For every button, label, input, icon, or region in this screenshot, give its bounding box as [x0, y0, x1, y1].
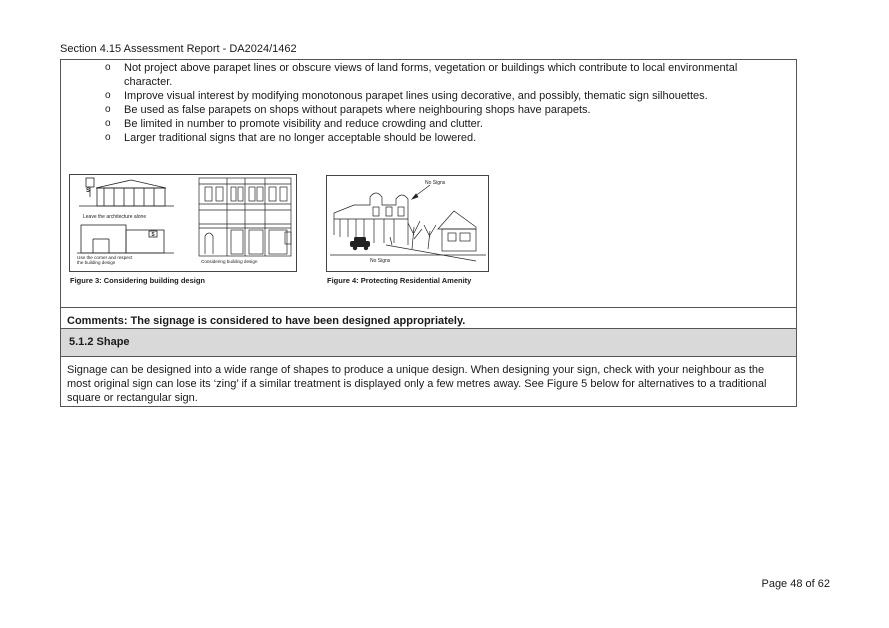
sign-symbol-icon: S [151, 232, 155, 238]
list-item [105, 131, 745, 145]
comments-row: Comments: The signage is considered to have been designed appropriately. [61, 308, 796, 329]
label-no-signs-bottom: No Signs [370, 258, 391, 264]
criteria-list [105, 61, 745, 145]
label-no-signs-top: No Signs [425, 180, 446, 186]
list-item-text: Larger traditional signs that are no longer acceptable should be lowered. [124, 132, 477, 144]
list-item-text: Improve visual interest by modifying monotonous parapet lines using decorative, and possibly, thematic sign silhouettes. [124, 90, 708, 102]
figure-4-illustration [326, 175, 489, 272]
page-number: Page 48 of 62 [761, 578, 830, 590]
label-corner-line-1: Use the corner and respect [77, 255, 133, 260]
report-header: Section 4.15 Assessment Report - DA2024/1462 [60, 43, 297, 55]
bullet-marker: o [105, 90, 111, 101]
list-item-text: Not project above parapet lines or obscure views of land forms, vegetation or buildings which contribute to local environmental character. [124, 62, 738, 88]
figure-3-illustration [69, 174, 297, 272]
sign-symbol-icon: S [85, 188, 91, 194]
bullet-marker: o [105, 132, 111, 143]
section-body-text: Signage can be designed into a wide range of shapes to produce a unique design. When designing your sign, check with your neighbour as the most original sign can lose its ‘zing’ if a similar treatment is displayed only a few metres away. See Figure 5 below for alternatives to a traditional square or rectangular sign. [67, 364, 767, 404]
bullet-marker: o [105, 104, 111, 115]
list-item-text: Be limited in number to promote visibility and reduce crowding and clutter. [124, 118, 483, 130]
criteria-row [61, 60, 796, 308]
label-leave-architecture: Leave the architecture alone [83, 214, 147, 220]
list-item [105, 61, 745, 89]
section-heading: 5.1.2 Shape [61, 329, 796, 357]
list-item [105, 89, 745, 103]
list-item [105, 103, 745, 117]
figure-3-caption: Figure 3: Considering building design [70, 276, 205, 285]
bullet-marker: o [105, 118, 111, 129]
list-item [105, 117, 745, 131]
list-item-text: Be used as false parapets on shops without parapets where neighbouring shops have parapets. [124, 104, 591, 116]
bullet-marker: o [105, 62, 111, 73]
assessment-table [60, 59, 797, 407]
figure-4-caption: Figure 4: Protecting Residential Amenity [327, 276, 472, 285]
label-considering-design: Considering building design [201, 259, 258, 264]
label-corner-line-2: the building design [77, 260, 116, 265]
